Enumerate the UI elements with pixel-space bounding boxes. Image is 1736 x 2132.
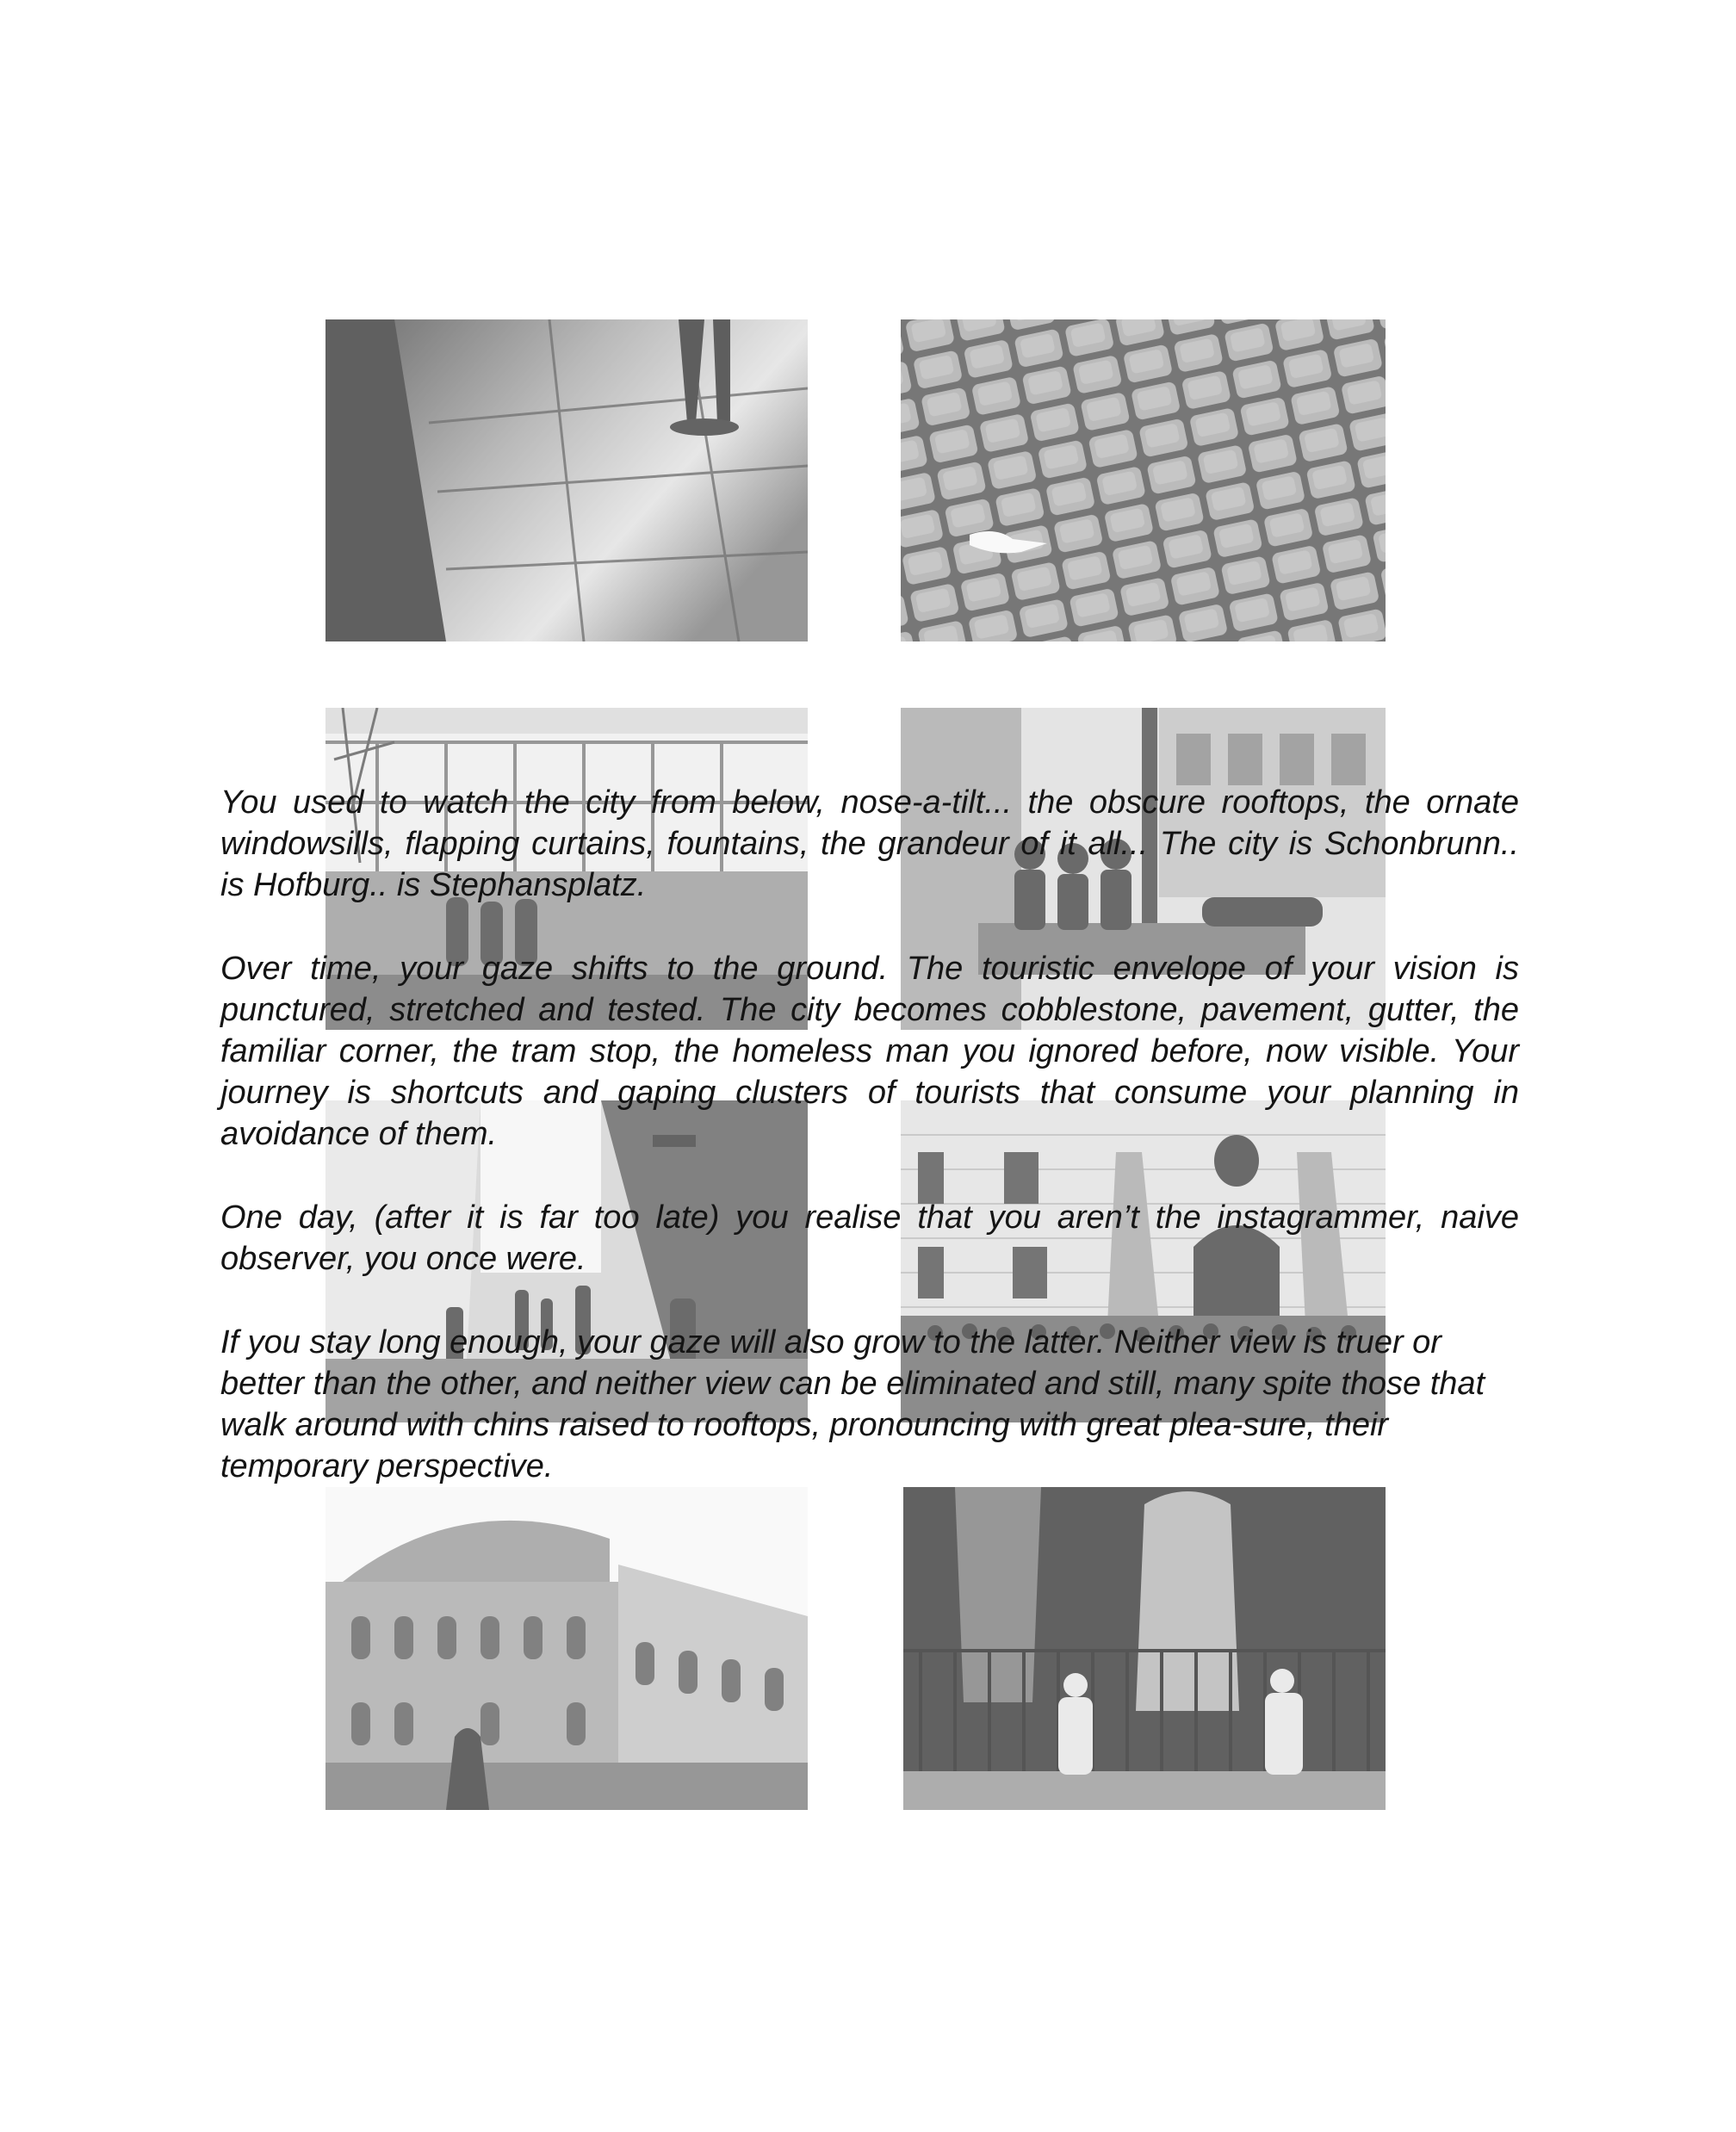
essay-paragraph-2: Over time, your gaze shifts to the ground. The touristic envelope of your vision is punctured, stretched and tested. The city becomes cobblestone, pavement, gutter, the familiar corner, the tram stop, the homeless man you ignored before, now visible. Your journey is shortcuts and gaping clusters of tourists that consume your planning in avoidance of them. xyxy=(220,951,1519,1152)
essay-paragraph-3: One day, (after it is far too late) you realise that you aren’t the instagrammer, naive observer, you once were. xyxy=(220,1199,1519,1277)
photo-wet-pavement xyxy=(326,319,808,641)
photo-cobblestones xyxy=(901,319,1386,641)
photo-cathedral-interior xyxy=(903,1487,1386,1810)
photo-opera-house xyxy=(326,1487,808,1810)
essay-paragraph-4: If you stay long enough, your gaze will also grow to the latter. Neither view is truer or better than the other, and neither view can be eliminated and still, many spite those that walk around with chins raised to rooftops, pronouncing with great plea-sure, their temporary perspective. xyxy=(220,1324,1485,1484)
essay-text xyxy=(220,782,1519,1487)
essay-paragraph-1: You used to watch the city from below, nose-a-tilt... the obscure rooftops, the ornate windowsills, flapping curtains, fountains, the grandeur of it all... The city is Schonbrunn.. is Hofburg.. is Stephansplatz. xyxy=(220,784,1519,903)
